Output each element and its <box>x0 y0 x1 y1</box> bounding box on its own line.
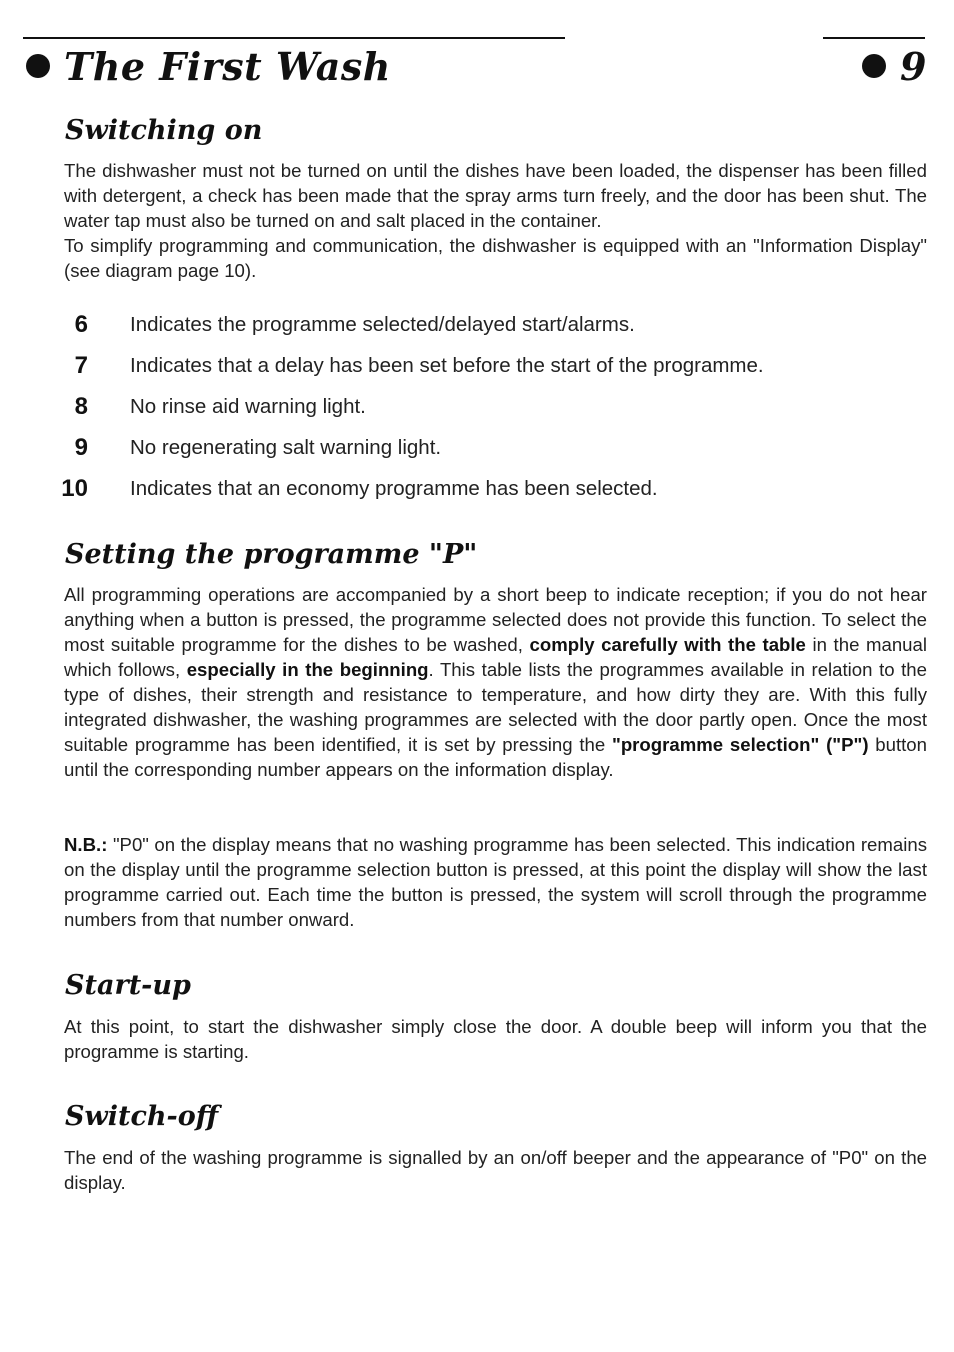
setting-text-e: . This table lists the programmes available in relation to the type of dishes, their strength and resistance to temperature, and how dirty they are. With this fully integrated dishwasher, the washing programmes are selected with the door partly open. Once the most suitable programme has been identified, it is set by pressing the <box>64 659 927 755</box>
switching-on-text-1: The dishwasher must not be turned on until the dishes have been loaded, the dispenser has been filled with detergent, a check has been made that the spray arms turn freely, and the door has been shut. The water tap must also be turned on and salt placed in the container. <box>64 160 927 231</box>
heading-start-up: Start-up <box>65 970 191 1001</box>
indicator-item-10 <box>56 475 936 505</box>
indicator-item-9 <box>56 434 936 464</box>
page-title: The First Wash <box>64 44 391 89</box>
indicator-number: 7 <box>74 352 88 379</box>
indicator-item-8 <box>56 393 936 423</box>
indicator-number: 10 <box>61 475 88 502</box>
indicator-text: Indicates that a delay has been set before the start of the programme. <box>130 354 764 377</box>
nb-text: "P0" on the display means that no washing programme has been selected. This indication remains on the display until the programme selection button is pressed, at this point the display will show the last programme carried out. Each time the button is pressed, the system will scroll through the programme numbers from that number onward. <box>64 834 927 930</box>
setting-emphasis-table: comply carefully with the table <box>529 634 806 655</box>
setting-text-g: button until the corresponding number appears on the information display. <box>64 734 927 780</box>
setting-emphasis-beginning: especially in the beginning <box>186 659 429 680</box>
switching-on-text-2: To simplify programming and communication, the dishwasher is equipped with an "Information Display" (see diagram page 10). <box>64 235 927 281</box>
indicator-number: 8 <box>74 393 88 420</box>
page-number: 9 <box>900 44 927 89</box>
heading-switch-off: Switch-off <box>65 1101 219 1132</box>
nb-paragraph <box>64 832 927 932</box>
setting-emphasis-button: "programme selection" ("P") <box>612 734 869 755</box>
setting-text-a: All programming operations are accompanied by a short beep to indicate reception; if you do not hear anything when a button is pressed, the programme selected does not provide this function. To select the most suitable programme for the dishes to be washed, <box>64 584 927 655</box>
indicator-item-6 <box>56 311 936 341</box>
indicator-text: Indicates the programme selected/delayed start/alarms. <box>130 313 635 336</box>
title-bullet-icon <box>26 54 50 78</box>
indicator-number: 6 <box>74 311 88 338</box>
indicator-number: 9 <box>74 434 88 461</box>
setting-text-c: in the manual which follows, <box>64 634 927 680</box>
switching-on-paragraph <box>64 158 927 283</box>
start-up-paragraph: At this point, to start the dishwasher simply close the door. A double beep will inform you that the programme is starting. <box>64 1016 927 1062</box>
header-rule-left <box>23 37 565 39</box>
nb-label: N.B.: <box>64 834 108 855</box>
indicator-text: No rinse aid warning light. <box>130 395 366 418</box>
heading-setting-programme: Setting the programme "P" <box>65 539 478 570</box>
heading-switching-on: Switching on <box>65 115 263 146</box>
switch-off-paragraph: The end of the washing programme is signalled by an on/off beeper and the appearance of "P0" on the display. <box>64 1147 927 1193</box>
page-number-bullet-icon <box>862 54 886 78</box>
header-rule-right <box>823 37 925 39</box>
indicator-text: Indicates that an economy programme has been selected. <box>130 477 658 500</box>
indicator-text: No regenerating salt warning light. <box>130 436 442 459</box>
indicator-item-7 <box>56 352 936 382</box>
setting-programme-paragraph <box>64 582 927 782</box>
